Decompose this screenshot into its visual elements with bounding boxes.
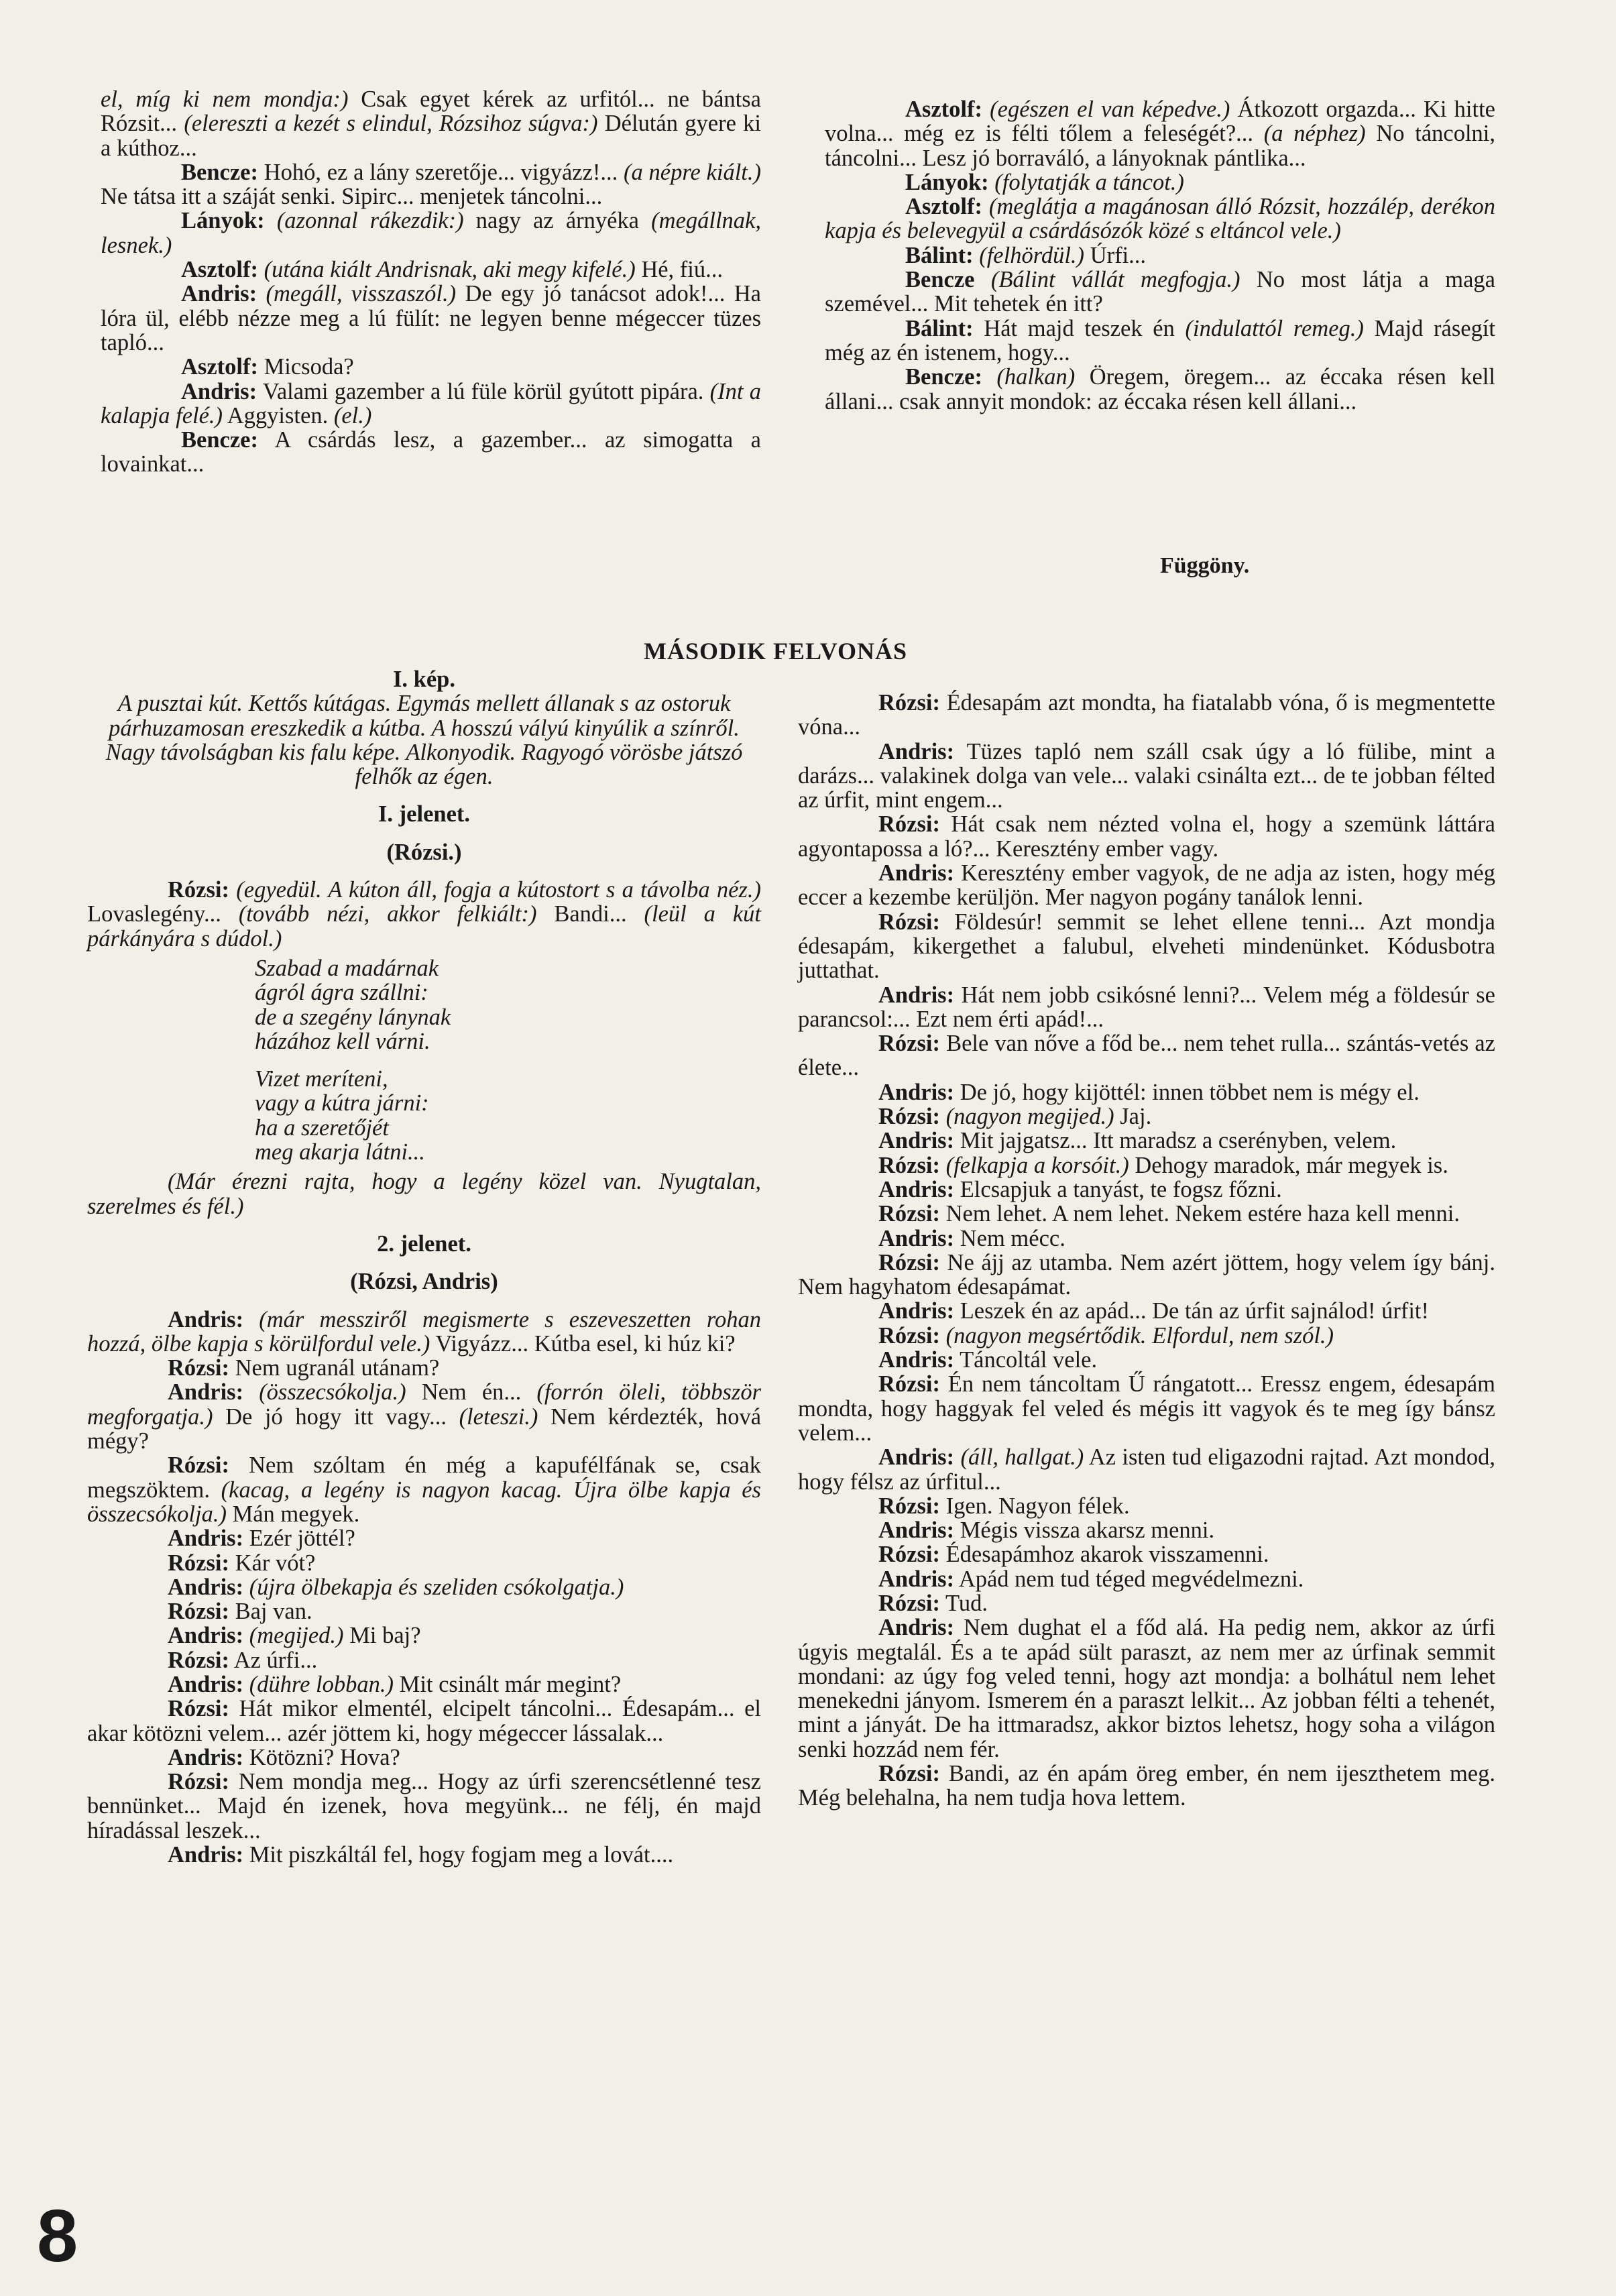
dialogue-text: Vigyázz... Kútba esel, ki húz ki? [430,1330,736,1357]
stage-direction: (Már érezni rajta, hogy a legény közel van. Nyugtalan, szerelmes és fél.) [87,1169,761,1219]
stage-direction: (Int a kalapja felé.) [101,378,761,428]
dialogue-paragraph [101,282,761,355]
stage-direction: (megáll, visszaszól.) [266,281,457,307]
scene-heading: I. kép. [393,667,455,692]
dialogue-text: Nem én... [406,1379,537,1405]
dialogue-text: Aggyisten. [223,402,334,428]
speaker-name: Rózsi: [168,1696,229,1722]
dialogue-paragraph [87,1575,761,1599]
speaker-name: Rózsi: [878,1104,940,1130]
dialogue-paragraph [798,1324,1495,1348]
dialogue-text: No most látja a maga szemével... Mit tehetek én itt? [825,267,1495,317]
stage-direction: (utána kiált Andrisnak, aki megy kifelé.) [264,257,636,283]
speaker-name: Asztolf: [181,257,258,283]
stage-direction: (kacag, a legény is nagyon kacag. Újra ölbe kapja és összecsókolja.) [87,1477,761,1527]
speaker-name: Rózsi: [168,1355,229,1381]
stage-direction: (felkapja a korsóit.) [945,1152,1129,1178]
dialogue-paragraph [798,1591,1495,1615]
speaker-name: Andris: [878,1615,955,1641]
dialogue-paragraph [798,1762,1495,1811]
stage-direction: (tovább nézi, akkor felkiált:) [238,901,537,927]
dialogue-text: Mit jajgatsz... Itt maradsz a cserényben, velem. [954,1128,1397,1154]
stage-direction: (nagyon megijed.) [945,1104,1114,1130]
stage-direction: (összecsókolja.) [259,1379,406,1405]
dialogue-paragraph [825,97,1495,170]
dialogue-text: Nem szóltam én még a kapufélfának se, csak megszöktem. [87,1452,761,1503]
dialogue-text: Az isten tud eligazodni rajtad. Azt mondod, hogy félsz az úrfitul... [798,1444,1496,1495]
dialogue-text: Édesapámhoz akarok visszamenni. [939,1542,1269,1568]
dialogue-paragraph [798,983,1495,1032]
dialogue-paragraph [825,243,1495,268]
speaker-name: Andris: [168,1379,244,1405]
dialogue-text: Jaj. [1114,1104,1152,1130]
speaker-name: Andris: [168,1623,244,1649]
dialogue-paragraph [798,740,1495,813]
verse-line: meg akarja látni... [255,1139,425,1165]
dialogue-text: Öregem, öregem... az éccaka résen kell állani... csak annyit mondok: az éccaka résen kell állani... [825,364,1496,414]
stage-direction: (folytatják a táncot.) [994,169,1184,195]
dialogue-paragraph [798,1542,1495,1566]
speaker-name: Rózsi: [878,1249,940,1275]
stage-direction: (áll, hallgat.) [960,1444,1084,1471]
stage-direction: (Bálint vállát megfogja.) [990,267,1240,293]
dialogue-paragraph [87,1672,761,1697]
stage-direction: (indulattól remeg.) [1185,315,1364,341]
dialogue-text: De jó, hogy kijöttél: innen többet nem is mégy el. [954,1079,1420,1105]
dialogue-paragraph [798,691,1495,740]
stage-direction: (elereszti a kezét s elindul, Rózsihoz súgva:) [184,111,598,137]
speaker-name: Rózsi: [878,909,940,935]
text-column-bottom-right [798,691,1495,1811]
speaker-name: Andris: [878,1079,955,1105]
speaker-name: Rózsi: [878,1761,940,1787]
dialogue-paragraph [798,1615,1495,1762]
speaker-name: Andris: [878,1176,955,1202]
dialogue-paragraph [101,380,761,428]
dialogue-text: Kár vót? [229,1550,316,1576]
song-verse [255,956,761,1164]
stage-direction: (már messziről megismerte s eszeveszetten rohan hozzá, ölbe kapja s körülfordul vele.) [87,1306,761,1357]
dialogue-text: Hé, fiú... [635,257,723,283]
dialogue-text [982,97,990,122]
dialogue-text [243,1379,259,1405]
stage-direction: (halkan) [996,364,1076,390]
speaker-name: Rózsi: [168,1452,229,1479]
speaker-name: Bencze: [905,364,982,390]
dialogue-text [940,1153,946,1178]
dialogue-text [954,1444,960,1470]
dialogue-paragraph [87,1697,761,1745]
dialogue-paragraph [101,428,761,477]
stage-direction: (meglátja a magánosan álló Rózsit, hozzálép, derékon kapja és belevegyül a csárdásózók közé s eltáncol vele.) [825,194,1495,244]
page-number: 8 [37,2195,78,2277]
dialogue-text: Hát majd teszek én [973,315,1186,341]
dialogue-text: Hát csak nem nézted volna el, hogy a szemünk láttára agyontapossa a ló?... Keresztény ember vagy. [798,811,1495,862]
speaker-name: Lányok: [905,169,989,195]
dialogue-paragraph [87,1599,761,1623]
dialogue-text: Az úrfi... [229,1647,318,1673]
stage-direction: (egészen el van képedve.) [990,97,1230,122]
dialogue-paragraph [825,194,1495,243]
speaker-name: Andris: [168,1526,244,1552]
speaker-name: Andris: [878,1566,955,1592]
speaker-name: Andris: [168,1671,244,1697]
stage-direction: (leteszi.) [459,1403,538,1430]
verse-line: ha a szeretőjét [255,1114,389,1141]
dialogue-text: Keresztény ember vagyok, de ne adja az isten, hogy még eccer a kezembe kerüljön. Mer nagyon pogány tanálok lenni. [798,860,1495,911]
dialogue-text: Nem kérdezték, hová mégy? [87,1403,762,1454]
dialogue-text: Hát mikor elmentél, elcipelt táncolni... Édesapám... el akar kötözni velem... azér jöttem ki, hogy mégeccer lássalak... [87,1696,761,1746]
speaker-name: Andris: [168,1306,244,1332]
dialogue-text: De egy jó tanácsot adok!... Ha lóra ül, elébb nézze meg a lú fülít: ne legyen benne mégeccer tüzes tapló... [101,281,761,355]
dialogue-paragraph [798,1445,1495,1494]
dialogue-text [940,1323,946,1348]
dialogue-paragraph [798,1299,1495,1323]
speaker-name: Rózsi: [168,1769,229,1795]
dialogue-paragraph [87,1526,761,1550]
dialogue-paragraph [101,355,761,379]
dialogue-text: Én nem táncoltam Ű rángatott... Eressz engem, édesapám mondta, hogy haggyak fel veled és mégis itt vagyok és te meg így bánsz velem... [798,1371,1495,1446]
dialogue-text: Nem mondja meg... Hogy az úrfi szerencsétlenné tesz bennünket... Majd én izenek, hova megyünk... ne félj, én majd híradással leszek... [87,1769,761,1843]
dialogue-text: Délután gyere ki a kúthoz... [101,111,762,161]
dialogue-text: Édesapám azt mondta, ha fiatalabb vóna, ő is megmentette vóna... [798,690,1495,740]
dialogue-paragraph [87,1169,761,1218]
dialogue-paragraph [101,257,761,282]
dialogue-text: A csárdás lesz, a gazember... az simogatta a lovainkat... [101,427,761,477]
dialogue-paragraph [87,1356,761,1380]
speaker-name: Andris: [878,738,955,764]
dialogue-text: Elcsapjuk a tanyást, te fogsz főzni. [954,1176,1282,1202]
dialogue-text [258,257,264,282]
stage-direction: (dühre lobban.) [249,1671,394,1697]
speaker-name: Rózsi: [878,1031,940,1057]
speaker-name: Andris: [878,1347,955,1373]
speaker-name: Asztolf: [905,97,982,122]
speaker-name: Andris: [181,378,257,404]
curtain-line: Függöny. [1160,553,1250,578]
speaker-name: Bálint: [905,315,974,341]
dialogue-text: Mit csinált már megint? [394,1671,622,1697]
dialogue-text: Leszek én az apád... De tán az úrfit sajnálod! úrfit! [954,1298,1429,1324]
dialogue-paragraph [87,1453,761,1526]
speaker-name: Rózsi: [878,1201,940,1227]
stage-direction: (forrón öleli, többször megforgatja.) [87,1379,761,1430]
dialogue-text: Ezér jöttél? [243,1526,355,1552]
stage-direction: (megállnak, lesnek.) [101,208,761,258]
speaker-name: Rózsi: [878,1152,940,1178]
act-title: MÁSODIK FELVONÁS [644,638,908,665]
dialogue-text: Igen. Nagyon félek. [939,1493,1130,1519]
dialogue-text: Ne ájj az utamba. Nem azért jöttem, hogy velem így bánj. Nem hagyhatom édesapámat. [798,1249,1495,1300]
speaker-name: Andris: [878,860,955,886]
stage-direction-block: A pusztai kút. Kettős kútágas. Egymás mellett állanak s az ostoruk párhuzamosan ereszkedik a kútba. A hosszú vályú kinyúlik a színről. Nagy távolságban kis falu képe. Alkonyodik. Ragyogó vörösbe játszó felhők az égen. [105,691,743,790]
speaker-name: Andris: [168,1574,244,1600]
dialogue-text [257,281,266,306]
dialogue-text: Mán megyek. [226,1501,360,1527]
verse-line: Vizet meríteni, [255,1066,388,1092]
dialogue-paragraph [798,1251,1495,1300]
dialogue-paragraph [798,861,1495,910]
dialogue-paragraph [798,910,1495,983]
dialogue-paragraph [798,1372,1495,1445]
dialogue-text: Nem dughat el a főd alá. Ha pedig nem, akkor az úrfi úgyis megtalál. És a te apád sült paraszt, az nem mer az úrfinak semmit mondani: az úgy fog veled tenni, hogy azt mondja: a bolhátul nem lehet menekedni jányom. Ismerem én a paraszt lelkit... Az jobban félti a tehenét, mint a jányát. De ha ittmaradsz, akkor biztos lehetsz, hogy soha a világon senki hozzád nem fér. [798,1615,1495,1762]
speaker-name: Bálint: [905,242,974,268]
speaker-name: Rózsi: [878,1590,940,1616]
verse-stanza [255,956,761,1053]
dialogue-text: Nem lehet. A nem lehet. Nekem estére haza kell menni. [939,1201,1460,1227]
stage-direction: el, míg ki nem mondja:) [101,87,349,112]
scene-heading: (Rózsi, Andris) [350,1269,498,1295]
verse-line: de a szegény lánynak [255,1004,451,1030]
stage-direction: (felhördül.) [979,242,1085,268]
dialogue-text [974,243,980,268]
dialogue-text [243,1623,249,1648]
dialogue-text: Valami gazember a lú füle körül gyútott pipára. [257,378,710,404]
speaker-name: Bencze: [181,427,258,453]
speaker-name: Rózsi: [878,1322,940,1348]
stage-direction: (megijed.) [249,1623,344,1649]
dialogue-text: Micsoda? [257,354,354,380]
stage-direction: (azonnal rákezdik:) [276,208,464,234]
dialogue-paragraph [798,1178,1495,1202]
speaker-name: Rózsi: [168,877,229,903]
speaker-name: Andris: [878,1298,955,1324]
dialogue-paragraph [798,1494,1495,1518]
text-column-top-left [101,87,761,477]
stage-direction: (el.) [333,402,372,428]
dialogue-text: Bandi, az én apám öreg ember, én nem ijeszthetem meg. Még belehalna, ha nem tudja hova lettem. [798,1761,1495,1811]
dialogue-text: Hohó, ez a lány szeretője... vigyázz!... [257,159,624,185]
dialogue-text: Majd rásegít még az én istenem, hogy... [825,315,1496,365]
dialogue-paragraph [825,317,1495,365]
dialogue-text [243,1307,259,1332]
speaker-name: Rózsi: [168,1599,229,1625]
dialogue-text [229,877,236,903]
dialogue-text: Tud. [939,1590,988,1616]
dialogue-text [974,267,990,292]
speaker-name: Rózsi: [878,1542,940,1568]
dialogue-text [982,364,996,390]
speaker-name: Asztolf: [905,194,982,220]
dialogue-paragraph [825,365,1495,414]
speaker-name: Andris: [878,1225,955,1251]
stage-direction: (leül a kút párkányára s dúdol.) [87,901,761,952]
dialogue-text: Bele van nőve a főd be... nem tehet rulla... szántás-vetés az élete... [798,1031,1495,1081]
dialogue-paragraph [101,160,761,209]
dialogue-text: Lovaslegény... [87,901,239,927]
dialogue-text [265,208,277,233]
dialogue-text: Ne tátsa itt a száját senki. Sipirc... menjetek táncolni... [101,184,603,210]
speaker-name: Andris: [168,1744,244,1770]
speaker-name: Rózsi: [878,690,940,715]
dialogue-text: Bandi... [536,901,644,927]
dialogue-text [989,170,995,195]
speaker-name: Rózsi: [878,1371,940,1397]
dialogue-paragraph [87,1308,761,1357]
speaker-name: Andris: [878,982,955,1008]
speaker-name: Andris: [878,1444,955,1471]
speaker-name: Bencze [905,267,975,293]
text-column-bottom-left [87,667,761,1867]
dialogue-text: Apád nem tud téged megvédelmezni. [954,1566,1304,1592]
dialogue-text: Baj van. [229,1599,312,1625]
dialogue-text [243,1672,249,1697]
dialogue-paragraph [798,1080,1495,1104]
dialogue-paragraph [87,1551,761,1575]
speaker-name: Rózsi: [878,1493,940,1519]
dialogue-text: Csak egyet kérek az urfitól... ne bántsa Rózsit... [101,87,761,137]
stage-direction: (a néphez) [1263,121,1366,147]
dialogue-paragraph [798,1129,1495,1153]
dialogue-paragraph [798,1031,1495,1080]
dialogue-paragraph [798,812,1495,861]
dialogue-text: De jó hogy itt vagy... [213,1403,459,1430]
dialogue-paragraph [798,1153,1495,1178]
scene-heading: I. jelenet. [378,801,470,827]
dialogue-text: Mégis vissza akarsz menni. [954,1517,1215,1544]
scene-heading: (Rózsi.) [386,839,462,865]
stage-direction: (nagyon megsértődik. Elfordul, nem szól.) [945,1322,1334,1348]
dialogue-text: Nem mécc. [954,1225,1065,1251]
verse-line: házához kell várni. [255,1028,430,1054]
verse-line: ágról ágra szállni: [255,980,428,1006]
verse-line: Szabad a madárnak [255,955,439,981]
dialogue-paragraph [825,268,1495,317]
dialogue-text: Kötözni? Hova? [243,1744,400,1770]
dialogue-paragraph [798,1226,1495,1251]
dialogue-paragraph [87,878,761,951]
speaker-name: Bencze: [181,159,258,185]
dialogue-text: No táncolni, táncolni... Lesz jó borraváló, a lányoknak pántlika... [825,121,1495,171]
dialogue-paragraph [87,1745,761,1770]
speaker-name: Andris: [181,281,257,307]
dialogue-paragraph [87,1648,761,1672]
dialogue-text [982,194,989,219]
dialogue-text: Átkozott orgazda... Ki hitte volna... még ez is félti tőlem a feleségét?... [825,97,1495,147]
speaker-name: Andris: [878,1128,955,1154]
speaker-name: Lányok: [181,208,265,234]
speaker-name: Rózsi: [878,811,940,838]
stage-direction: (a népre kiált.) [624,159,761,185]
speaker-name: Andris: [878,1517,955,1544]
text-column-top-right [825,97,1495,414]
dialogue-text [940,1104,946,1129]
verse-line: vagy a kútra járni: [255,1090,429,1116]
stage-direction: (újra ölbekapja és szeliden csókolgatja.) [249,1574,624,1600]
dialogue-text: Tüzes tapló nem száll csak úgy a ló fülibe, mint a darázs... valakinek dolga van vele... valaki csinálta ezt... de te jobban félted az úrfit, mint engem... [798,738,1495,813]
dialogue-text [243,1574,249,1600]
dialogue-paragraph [825,170,1495,194]
dialogue-paragraph [87,1770,761,1843]
dialogue-paragraph [798,1518,1495,1542]
dialogue-text: Dehogy maradok, már megyek is. [1129,1152,1448,1178]
dialogue-paragraph [87,1623,761,1648]
dialogue-paragraph [798,1348,1495,1372]
dialogue-paragraph [87,1380,761,1453]
dialogue-paragraph [798,1104,1495,1129]
dialogue-text: Földesúr! semmit se lehet ellene tenni... Azt mondja édesapám, kikergethet a falubul, elveheti mindenünket. Kódusbotra juttathat. [798,909,1495,984]
speaker-name: Andris: [168,1842,244,1868]
dialogue-text: Úrfi... [1084,242,1147,268]
scene-heading: 2. jelenet. [377,1230,471,1257]
speaker-name: Rózsi: [168,1550,229,1576]
dialogue-paragraph [87,1843,761,1867]
speaker-name: Asztolf: [181,354,258,380]
dialogue-paragraph [798,1202,1495,1226]
verse-stanza [255,1067,761,1164]
dialogue-text: Hát nem jobb csikósné lenni?... Velem még a földesúr se parancsol:... Ezt nem érti apád!... [798,982,1495,1032]
dialogue-text: Mi baj? [343,1623,421,1649]
dialogue-paragraph [798,1567,1495,1591]
dialogue-text: Nem ugranál utánam? [229,1355,440,1381]
speaker-name: Rózsi: [168,1647,229,1673]
dialogue-text: nagy az árnyéka [463,208,652,234]
dialogue-paragraph [101,209,761,257]
dialogue-text: Táncoltál vele. [954,1347,1098,1373]
dialogue-paragraph [101,87,761,160]
dialogue-text: Mit piszkáltál fel, hogy fogjam meg a lovát.... [243,1842,674,1868]
stage-direction: (egyedül. A kúton áll, fogja a kútostort s a távolba néz.) [236,877,762,903]
